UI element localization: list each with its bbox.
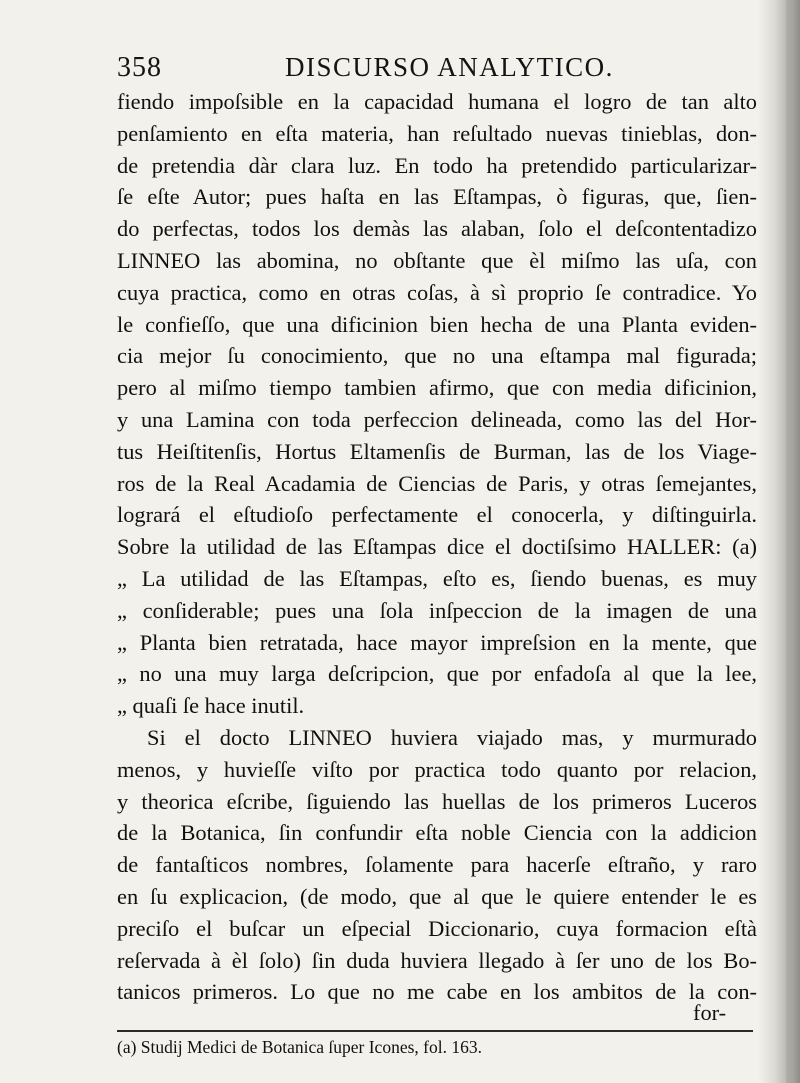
footnote-divider bbox=[117, 1030, 753, 1032]
text-line: ros de la Real Acadamia de Ciencias de Paris, y otras ſemejantes, bbox=[117, 470, 757, 496]
quote-line: „ Planta bien retratada, hace mayor impreſsion en la mente, que bbox=[117, 629, 757, 655]
text-line: en ſu explicacion, (de modo, que al que le quiere entender le es bbox=[117, 883, 757, 909]
text-line: cuya practica, como en otras coſas, à sì proprio ſe contradice. Yo bbox=[117, 279, 757, 305]
running-head: DISCURSO ANALYTICO. bbox=[285, 52, 614, 82]
text-line: y una Lamina con toda perfeccion delineada, como las del Hor- bbox=[117, 406, 757, 432]
text-line: de la Botanica, ſin confundir eſta noble Ciencia con la addicion bbox=[117, 820, 757, 846]
text-line: tus Heiſtitenſis, Hortus Eltamenſis de Burman, las de los Viage- bbox=[117, 438, 757, 464]
text-line: cia mejor ſu conocimiento, que no una eſtampa mal figurada; bbox=[117, 343, 757, 369]
text-line: preciſo el buſcar un eſpecial Diccionario, cuya formacion eſtà bbox=[117, 915, 757, 941]
quote-line: „ no una muy larga deſcripcion, que por enfadoſa al que la lee, bbox=[117, 661, 757, 687]
text-line: reſervada à èl ſolo) ſin duda huviera llegado à ſer uno de los Bo- bbox=[117, 947, 757, 973]
paragraph-start-line: Si el docto LINNEO huviera viajado mas, y murmurado bbox=[147, 724, 757, 750]
quote-line: „ La utilidad de las Eſtampas, eſto es, ſiendo buenas, es muy bbox=[117, 565, 757, 591]
body-text bbox=[117, 86, 757, 1008]
text-line: de fantaſticos nombres, ſolamente para hacerſe eſtraño, y raro bbox=[117, 852, 757, 878]
text-line: ſe eſte Autor; pues haſta en las Eſtampas, ò figuras, que, ſien- bbox=[117, 184, 757, 210]
text-line: LINNEO las abomina, no obſtante que èl miſmo las uſa, con bbox=[117, 247, 757, 273]
text-line: menos, y huvieſſe viſto por practica todo quanto por relacion, bbox=[117, 756, 757, 782]
text-line: penſamiento en eſta materia, han reſultado nuevas tinieblas, don- bbox=[117, 120, 757, 146]
quote-line: „ conſiderable; pues una ſola inſpeccion de la imagen de una bbox=[117, 597, 757, 623]
page-fold-line bbox=[786, 0, 792, 1083]
quote-line: „ quaſi ſe hace inutil. bbox=[117, 693, 305, 719]
text-line: logrará el eſtudioſo perfectamente el conocerla, y diſtinguirla. bbox=[117, 502, 757, 528]
page-number: 358 bbox=[117, 52, 162, 83]
text-line: fiendo impoſsible en la capacidad humana el logro de tan alto bbox=[117, 89, 757, 114]
text-line: tanicos primeros. Lo que no me cabe en los ambitos de la con- bbox=[117, 979, 757, 1005]
page-header bbox=[117, 50, 757, 86]
text-line: de pretendia dàr clara luz. En todo ha pretendido particularizar- bbox=[117, 152, 757, 178]
text-line: le confieſſo, que una dificinion bien hecha de una Planta eviden- bbox=[117, 311, 757, 337]
text-line: Sobre la utilidad de las Eſtampas dice el doctiſsimo HALLER: (a) bbox=[117, 534, 757, 560]
page-edge-shadow bbox=[758, 0, 800, 1083]
footnote: (a) Studij Medici de Botanica ſuper Icones, fol. 163. bbox=[117, 1037, 482, 1057]
text-line: y theorica eſcribe, ſiguiendo las huellas de los primeros Luceros bbox=[117, 788, 757, 814]
catchword: for- bbox=[693, 1000, 727, 1025]
text-line: pero al miſmo tiempo tambien afirmo, que con media dificinion, bbox=[117, 375, 757, 401]
text-line: do perfectas, todos los demàs las alaban, ſolo el deſcontentadizo bbox=[117, 216, 757, 242]
